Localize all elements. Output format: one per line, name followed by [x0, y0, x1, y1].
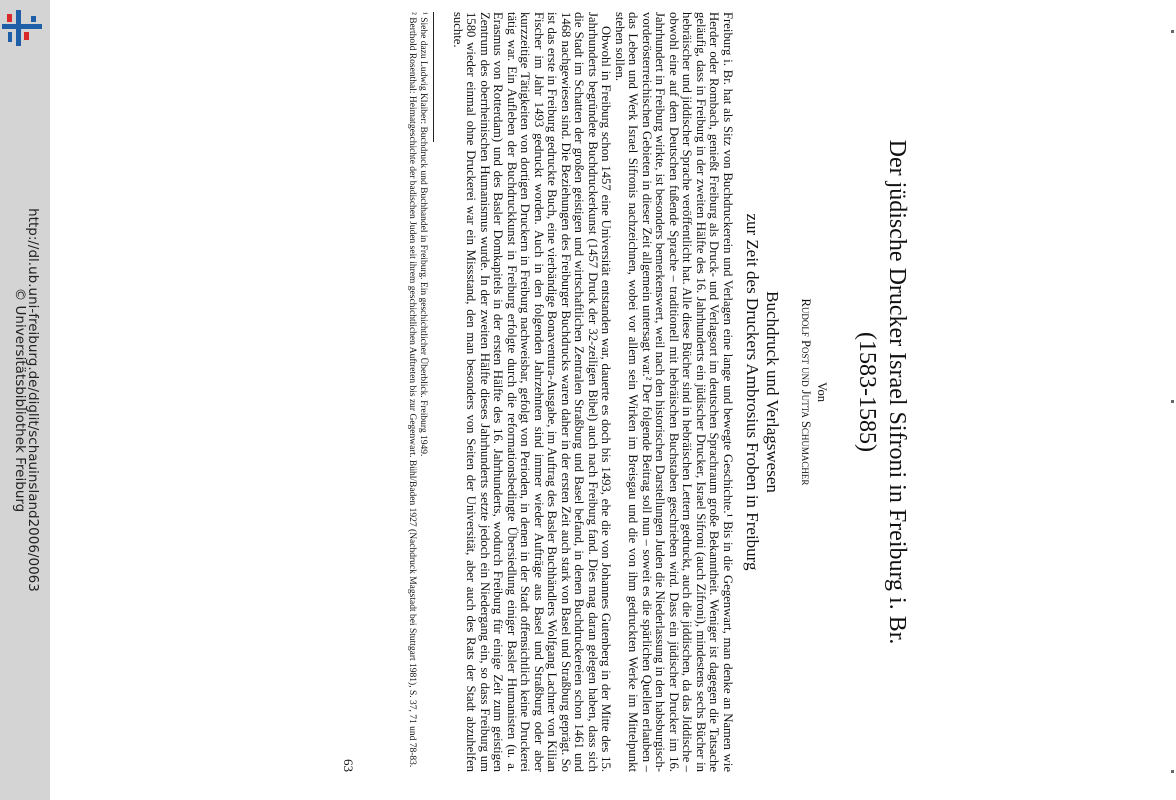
paragraph-2: Obwohl in Freiburg schon 1457 eine Universität entstanden war, dauerte es doch bis 1493, ehe die von Johannes Gutenberg in der Mitte des 15. Jahrhunderts begründete Buchdruckerkunst (1457 Druck der 32-zeiligen Bibel) auch nach Freiburg fand. Dies mag daran gelegen haben, dass sich die Stadt im Schatten der großen geistigen und wirtschaftlichen Zentralen Straßburg und Basel befand, in denen Buchdruckereien schon 1461 und 1468 nachgewiesen sind. Die Beziehungen des Freiburger Buchdrucks waren daher in der ersten Zeit auch stark von Basel und Straßburg geprägt. So ist das erste in Freiburg gedruckte Buch, eine vierbändige Bonaventura-Ausgabe, im Auftrag des Basler Buchhändlers Wolfgang Lachner von Kilian Fischer im Jahr 1493 gedruckt worden. Auch in den folgenden Jahrzehnten sind immer wieder Aufträge aus Basel und Straßburg oder aber kurzzeitige Tätigkeiten von dortigen Druckern in Freiburg nachweisbar, gefolgt von Perioden, in denen in der Stadt offensichtlich keine Druckerei tätig war. Ein Aufleben der Buchdruckkunst in Freiburg erfolgte durch die reformationsbedingte Übersiedlung einiger Basler Humanisten (u. a. Erasmus von Rotterdam) und des Basler Domkapitels in der ersten Hälfte des 16. Jahrhunderts, wodurch Freiburg für einige Zeit zum geistigen Zentrum des oberrheinischen Humanismus wurde. In der zweiten Hälfte dieses Jahrhunderts setzte jedoch ein Niedergang ein, so dass Freiburg um 1580 wieder einmal ohne Druckerei war ein Missstand, den man besonders von Seiten der Universität, aber auch des Rats der Stadt abzuhelfen suchte.	[451, 12, 614, 772]
edge-marker	[1171, 30, 1174, 33]
source-url[interactable]: http://dl.ub.uni-freiburg.de/diglit/schauinsland2006/0063	[25, 208, 41, 592]
subtitle-line-2: zur Zeit des Druckers Ambrosius Froben in Freiburg	[743, 213, 762, 571]
page-number: 63	[341, 759, 356, 772]
footnote-2: ² Berthold Rosenthal: Heimatgeschichte der badischen Juden seit ihrem geschichtlichen Auftreten bis zur Gegenwart. Bühl/Baden 1927 (Nachdruck Magstadt bei Stuttgart 1981), S. 37, 71 und 78-83.	[407, 12, 417, 768]
right-scroll-edge	[1170, 0, 1176, 800]
byline	[798, 12, 830, 772]
edge-marker	[1171, 770, 1174, 773]
sidebar-source-info	[13, 0, 39, 800]
footnote-1: ¹ Siehe dazu Ludwig Klaiber: Buchdruck und Buchhandel in Freiburg. Ein geschichtlicher Überblick. Freiburg 1949.	[418, 12, 428, 457]
copyright-notice: © Universitätsbibliothek Freiburg	[12, 287, 28, 513]
footnote-divider	[433, 12, 434, 142]
section-heading	[742, 12, 782, 772]
title-line-1: Der jüdische Drucker Israel Sifroni in Freiburg i. Br.	[884, 139, 910, 645]
footnotes	[406, 12, 428, 772]
article-title	[852, 12, 912, 772]
edge-marker	[1171, 400, 1174, 403]
article-body	[451, 12, 735, 772]
subtitle-line-1: Buchdruck und Verlagswesen	[763, 291, 782, 493]
authors: Rudolf Post und Jutta Schumacher	[799, 298, 813, 486]
byline-von: Von	[815, 382, 829, 402]
title-line-2: (1583-1585)	[854, 332, 880, 452]
paragraph-1: Freiburg i. Br. hat als Sitz von Buchdruckerein und Verlagen eine lange und bewegte Geschichte.¹ Bis in die Gegenwart, man denke an Namen wie Herder oder Rombach, genießt Freiburg als Druck- und Verlagsort im deutschen Sprachraum große Bekanntheit. Weniger ist dagegen die Tatsache geläufig, dass in Freiburg in der zweiten Hälfte des 16. Jahrhunderts ein jüdischer Drucker, Israel Sifroni (auch Zifroni), mindestens sechs Bücher in hebräischer und jiddischer Sprache veröffentlicht hat. Alle diese Bücher sind in hebräischen Lettern gedruckt, auch die jiddischen, da das Jiddische – obwohl eine auf dem Deutschen fußende Sprache – traditionell mit hebräischen Buchstaben geschrieben wird. Dass ein jüdischer Drucker im 16. Jahrhundert in Freiburg wirkte, ist besonders bemerkenswert, weil nach den historischen Darstellungen Juden die Niederlassung in den habsburgisch-vorderösterreichischen Gebieten in dieser Zeit allgemein untersagt war.² Der folgende Beitrag soll nun – soweit es die spärlichen Quellen erlauben – das Leben und Werk Israel Sifronis nachzeichnen, wobei vor allem sein Wirken im Breisgau und die von ihm gedruckten Werke im Mittelpunkt stehen sollen.	[613, 12, 735, 772]
sidebar-panel	[0, 0, 50, 800]
document-page	[312, 12, 912, 772]
